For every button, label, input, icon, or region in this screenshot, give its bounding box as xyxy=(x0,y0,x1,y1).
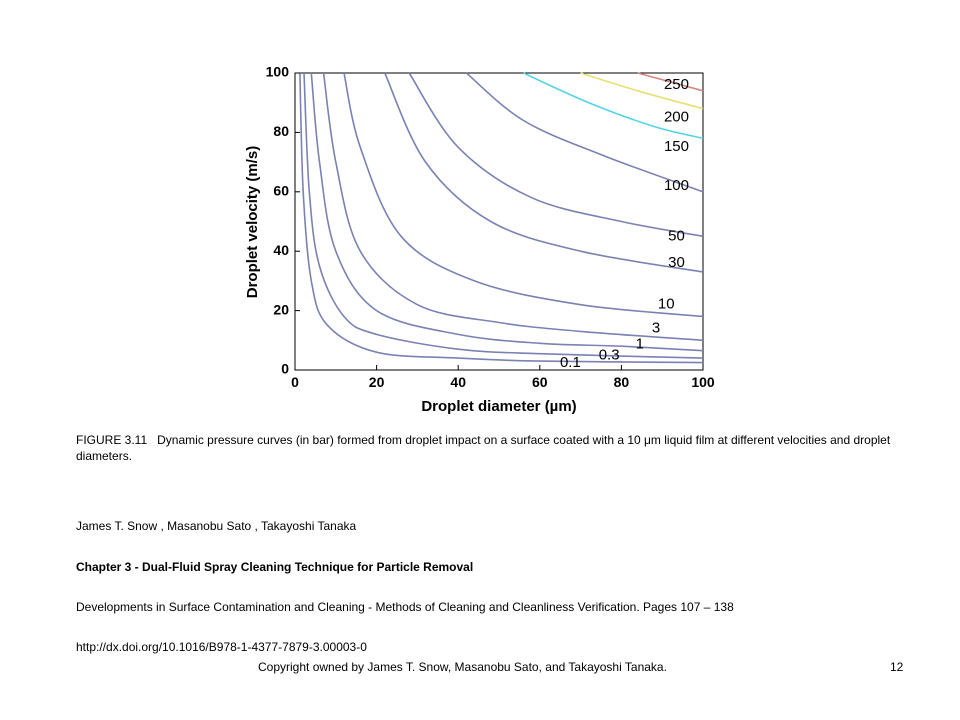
contour-label: 100 xyxy=(663,176,689,194)
x-tick-label: 80 xyxy=(613,374,630,390)
x-tick-label: 40 xyxy=(450,374,466,390)
contour-label: 30 xyxy=(668,254,685,272)
figure-caption-text: Dynamic pressure curves (in bar) formed from droplet impact on a surface coated with a 10 μm liquid film at different velocities and droplet diameters. xyxy=(76,433,891,463)
figure-label: FIGURE 3.11 xyxy=(76,433,148,447)
book-reference: Developments in Surface Contamination and Cleaning - Methods of Cleaning and Cleanliness Verification. Pages 107 – 138 xyxy=(76,600,734,614)
contour-line-30 xyxy=(385,73,703,272)
y-axis-label: Droplet velocity (m/s) xyxy=(244,145,261,299)
y-tick-label: 80 xyxy=(273,123,289,140)
x-axis-label: Droplet diameter (µm) xyxy=(421,398,577,415)
y-tick-label: 20 xyxy=(273,301,289,318)
y-tick-label: 0 xyxy=(281,360,289,377)
y-tick-label: 40 xyxy=(273,241,289,258)
contour-label: 0.1 xyxy=(559,354,581,372)
copyright-footer: Copyright owned by James T. Snow, Masanobu Sato, and Takayoshi Tanaka. xyxy=(258,660,667,674)
figure-caption xyxy=(76,432,896,464)
contour-line-1 xyxy=(311,73,703,351)
y-tick-label: 60 xyxy=(273,182,289,199)
y-tick-label: 100 xyxy=(265,63,289,80)
contour-label: 10 xyxy=(657,295,675,313)
contour-label: 1 xyxy=(635,335,644,353)
x-tick-label: 0 xyxy=(291,374,299,390)
page-number: 12 xyxy=(890,660,904,674)
contour-label: 50 xyxy=(668,227,685,245)
authors: James T. Snow , Masanobu Sato , Takayoshi Tanaka xyxy=(76,519,357,533)
contour-label: 250 xyxy=(663,75,689,93)
x-tick-label: 100 xyxy=(691,374,715,390)
x-tick-label: 60 xyxy=(532,374,548,390)
contour-label: 200 xyxy=(663,108,689,126)
doi-link[interactable]: http://dx.doi.org/10.1016/B978-1-4377-7879-3.00003-0 xyxy=(76,640,367,654)
contour-label: 0.3 xyxy=(598,346,620,364)
x-tick-label: 20 xyxy=(368,374,385,390)
contour-label: 150 xyxy=(663,138,689,156)
contour-line-0.1 xyxy=(300,73,703,363)
contour-line-0.3 xyxy=(304,73,703,358)
chapter-title: Chapter 3 - Dual-Fluid Spray Cleaning Technique for Particle Removal xyxy=(76,560,474,574)
plot-frame xyxy=(295,73,703,370)
contour-label: 3 xyxy=(651,319,661,337)
